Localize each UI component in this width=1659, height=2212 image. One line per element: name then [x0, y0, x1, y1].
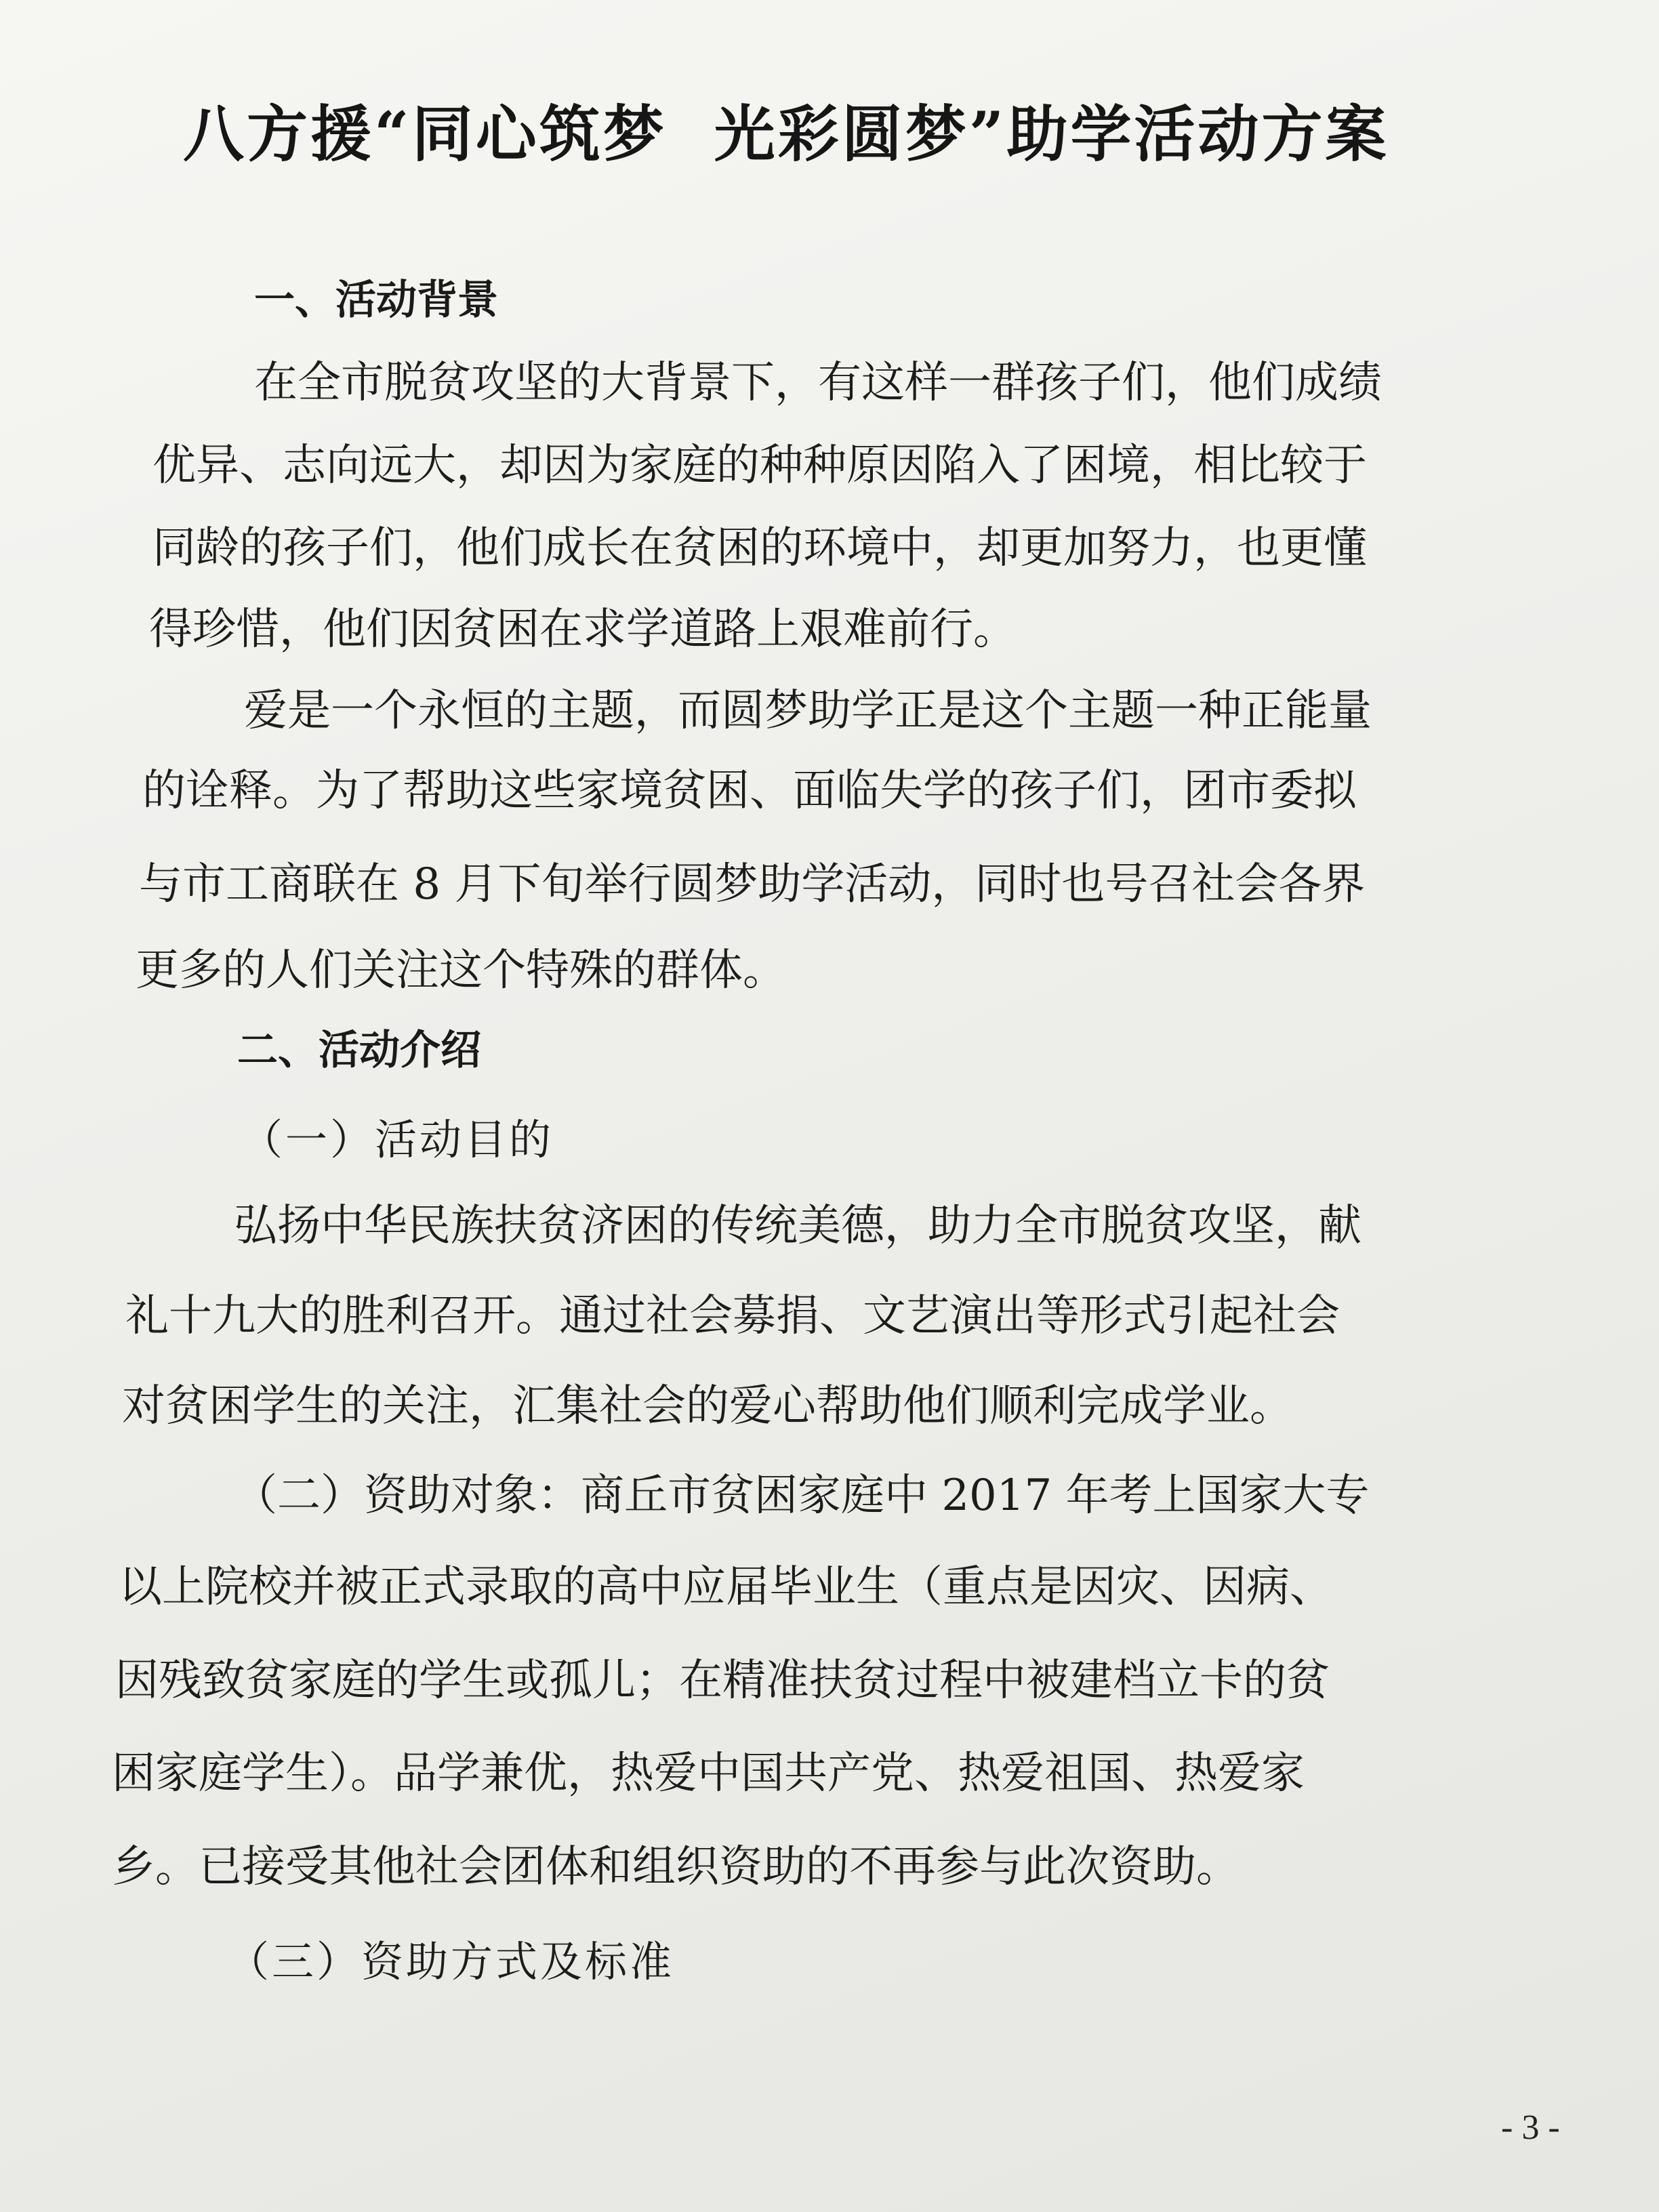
- sub1-line-3: 对贫困学生的关注，汇集社会的爱心帮助他们顺利完成学业。: [122, 1381, 1293, 1431]
- para1-line-4: 得珍惜，他们因贫困在求学道路上艰难前行。: [149, 605, 1017, 655]
- sub3-heading: （三）资助方式及标准: [227, 1937, 675, 1986]
- sub2-line-5: 乡。已接受其他社会团体和组织资助的不再参与此次资助。: [112, 1842, 1240, 1892]
- sub2-line-2: 以上院校并被正式录取的高中应届毕业生（重点是因灾、因病、: [119, 1562, 1333, 1612]
- sub2-line-3: 因残致贫家庭的学生或孤儿；在精准扶贫过程中被建档立卡的贫: [115, 1656, 1330, 1706]
- para2-line-3: 与市工商联在 8 月下旬举行圆梦助学活动，同时也号召社会各界: [139, 859, 1366, 909]
- page-number: - 3 -: [1501, 2108, 1560, 2147]
- sub1-line-2: 礼十九大的胜利召开。通过社会募捐、文艺演出等形式引起社会: [125, 1291, 1340, 1341]
- para2-line-4: 更多的人们关注这个特殊的群体。: [136, 945, 786, 996]
- title-part-2: 光彩圆梦”助学活动方案: [714, 98, 1389, 170]
- para1-line-3: 同龄的孩子们，他们成长在贫困的环境中，却更加努力，也更懂: [152, 523, 1367, 573]
- title-part-1: 八方援“同心筑梦: [183, 98, 667, 170]
- para1-line-1: 在全市脱贫攻坚的大背景下，有这样一群孩子们，他们成绩: [254, 358, 1382, 408]
- para2-line-2: 的诠释。为了帮助这些家境贫困、面临失学的孩子们，团市委拟: [142, 766, 1357, 816]
- sub2-line-4: 困家庭学生）。品学兼优，热爱中国共产党、热爱祖国、热爱家: [112, 1748, 1305, 1799]
- section-1-heading: 一、活动背景: [254, 276, 498, 324]
- sub1-heading: （一）活动目的: [241, 1115, 554, 1164]
- document-title: [183, 85, 1538, 173]
- sub2-line-1: （二）资助对象：商丘市贫困家庭中 2017 年考上国家大专: [234, 1471, 1370, 1521]
- para2-line-1: 爱是一个永恒的主题，而圆梦助学正是这个主题一种正能量: [244, 686, 1372, 736]
- section-2-heading: 二、活动介绍: [237, 1027, 481, 1074]
- sub1-line-1: 弘扬中华民族扶贫济困的传统美德，助力全市脱贫攻坚，献: [234, 1201, 1361, 1251]
- para1-line-2: 优异、志向远大，却因为家庭的种种原因陷入了困境，相比较于: [152, 441, 1367, 491]
